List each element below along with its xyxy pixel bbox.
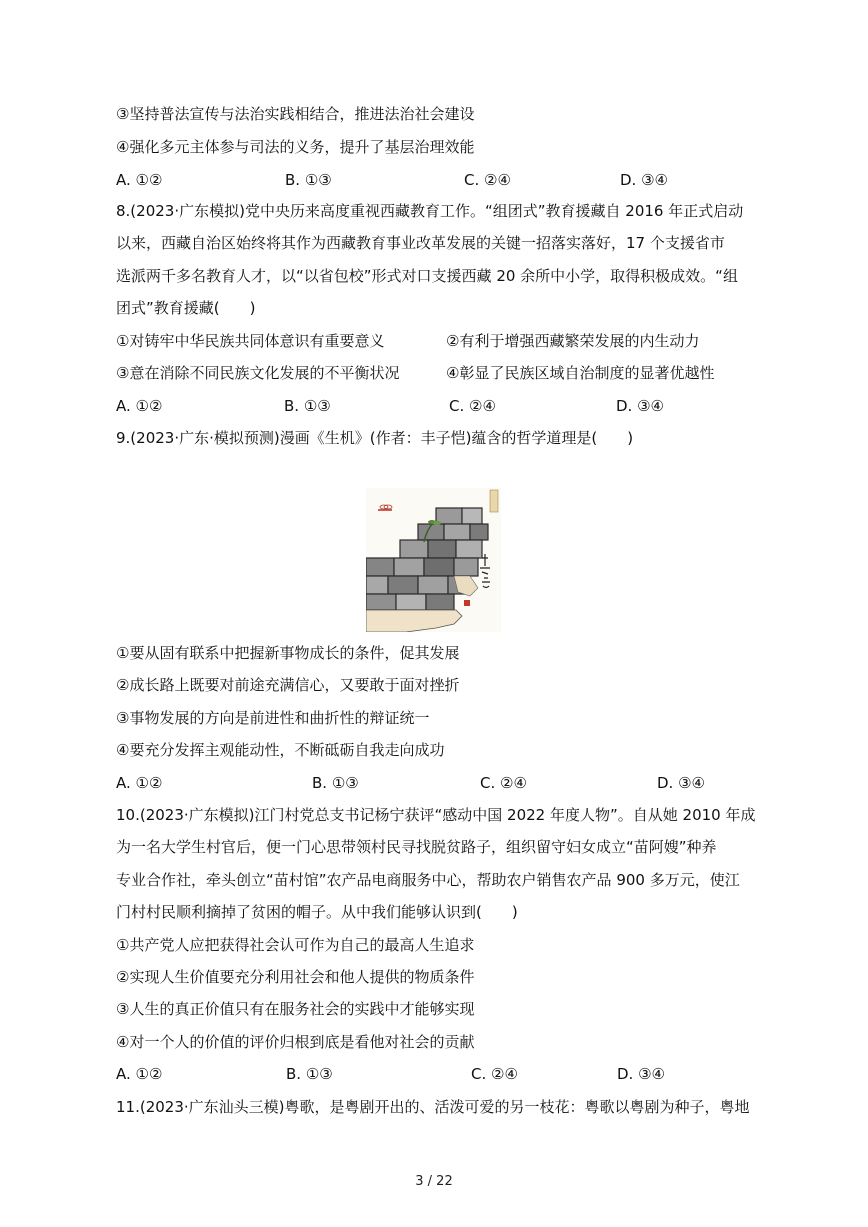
q9-item-1: ①要从固有联系中把握新事物成长的条件，促其发展 [116,644,460,662]
q8-item-2: ②有利于增强西藏繁荣发展的内生动力 [446,332,700,350]
q8-item-4: ④彰显了民族区域自治制度的显著优越性 [446,364,715,382]
q10-option-b: B. ①③ [286,1065,333,1083]
q8-stem-line: 以来，西藏自治区始终将其作为西藏教育事业改革发展的关键一招落实落好，17 个支援省市 [116,234,725,252]
q9-stem: 9.(2023·广东·模拟预测)漫画《生机》(作者：丰子恺)蕴含的哲学道理是( ) [116,429,634,447]
q10-item-4: ④对一个人的价值的评价归根到底是看他对社会的贡献 [116,1033,475,1051]
q8-option-c: C. ②④ [449,397,496,415]
q9-option-c: C. ②④ [480,774,527,792]
q8-stem-line: 8.(2023·广东模拟)党中央历来高度重视西藏教育工作。“组团式”教育援藏自 2016 年正式启动 [116,202,744,220]
q8-option-d: D. ③④ [616,397,664,415]
q8-items-row-2 [116,363,750,383]
q10-item-2: ②实现人生价值要充分利用社会和他人提供的物质条件 [116,968,475,986]
q9-item-4: ④要充分发挥主观能动性，不断砥砺自我走向成功 [116,741,445,759]
q10-stem-line: 专业合作社，牵头创立“苗村馆”农产品电商服务中心，帮助农户销售农产品 900 多万元，使江 [116,871,740,889]
q9-option-a: A. ①② [116,774,163,792]
q9-options [116,773,750,793]
q8-option-b: B. ①③ [284,397,331,415]
q10-stem-line: 为一名大学生村官后，便一门心思带领村民寻找脱贫路子，组织留守妇女成立“苗阿嫂”种养 [116,838,717,856]
q8-items-row-1 [116,331,750,351]
cartoon-image [366,488,501,632]
q10-option-d: D. ③④ [617,1065,665,1083]
q10-option-c: C. ②④ [471,1065,518,1083]
q9-item-3: ③事物发展的方向是前进性和曲折性的辩证统一 [116,709,430,727]
q11-stem: 11.(2023·广东汕头三模)粤歌，是粤剧开出的、活泼可爱的另一枝花：粤歌以粤剧为种子，粤地 [116,1098,750,1116]
q10-item-1: ①共产党人应把获得社会认可作为自己的最高人生追求 [116,936,475,954]
q7-option-a: A. ①② [116,171,163,189]
q8-stem-line: 选派两千多名教育人才，以“以省包校”形式对口支援西藏 20 余所中小学，取得积极成效。“组 [116,267,738,285]
q10-stem-line: 门村村民顺利摘掉了贫困的帽子。从中我们能够认识到( ) [116,903,518,921]
q9-option-d: D. ③④ [657,774,705,792]
q8-options [116,396,750,416]
q7-item-3: ③坚持普法宣传与法治实践相结合，推进法治社会建设 [116,105,475,123]
q7-option-b: B. ①③ [285,171,332,189]
q9-item-2: ②成长路上既要对前途充满信心，又要敢于面对挫折 [116,676,460,694]
q7-item-4: ④强化多元主体参与司法的义务，提升了基层治理效能 [116,138,475,156]
q7-option-c: C. ②④ [464,171,511,189]
q7-options [116,170,750,190]
q8-stem-line: 团式”教育援藏( ) [116,299,256,317]
q9-option-b: B. ①③ [312,774,359,792]
page-number: 3 / 22 [415,1174,453,1189]
q10-stem-line: 10.(2023·广东模拟)江门村党总支书记杨宁获评“感动中国 2022 年度人物”。自从她 2010 年成 [116,806,756,824]
q10-item-3: ③人生的真正价值只有在服务社会的实践中才能够实现 [116,1000,475,1018]
q8-item-3: ③意在消除不同民族文化发展的不平衡状况 [116,364,400,382]
q8-item-1: ①对铸牢中华民族共同体意识有重要意义 [116,332,385,350]
q7-option-d: D. ③④ [620,171,668,189]
q8-option-a: A. ①② [116,397,163,415]
q10-options [116,1064,750,1084]
q10-option-a: A. ①② [116,1065,163,1083]
